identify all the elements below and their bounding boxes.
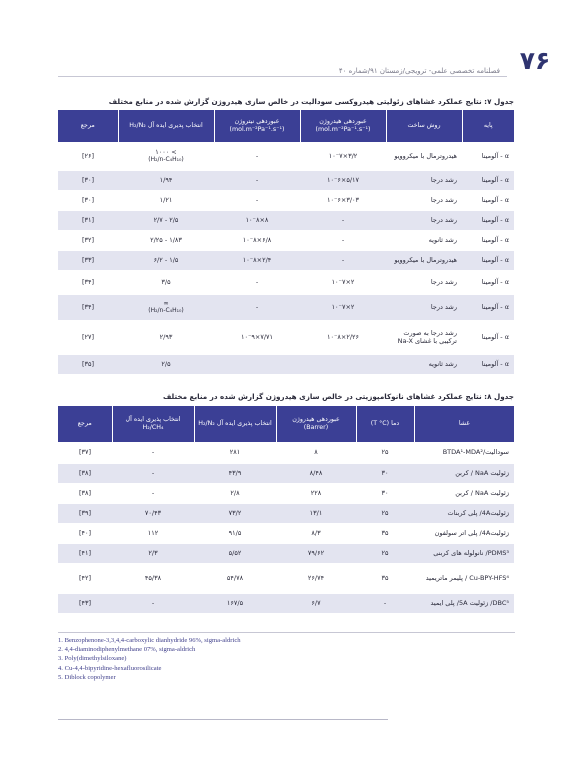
base-cell: α - آلومینا — [462, 230, 514, 250]
selectivity-value: ۲/۵ - ۲/۷ — [153, 215, 179, 224]
journal-line: فصلنامه تخصصی علمی- ترویجی/زمستان ۹۱/شماره ۴۰ — [338, 67, 500, 75]
selectivity-h2-n2-cell: ۹۱/۵ — [194, 523, 276, 543]
method-cell: هیدروترمال با میکروویو — [386, 142, 462, 170]
membrane-cell: زئولیت4A/ پلی کربنات — [414, 503, 514, 523]
reference-cell: [۳۴] — [58, 294, 118, 320]
h2-permeability-cell: ۲۲۸ — [276, 483, 356, 503]
header-divider — [58, 76, 507, 77]
table7-row — [58, 210, 514, 230]
selectivity-cell — [118, 142, 214, 170]
footnote-item: 5. Diblock copolymer — [58, 673, 116, 681]
h2-cell: ۵/۱۷×۱۰⁻۶ — [300, 170, 386, 190]
table7-row — [58, 190, 514, 210]
reference-cell: [۴۰] — [58, 523, 112, 543]
method-cell: رشد درجا — [386, 170, 462, 190]
n2-cell: ۸×۱۰⁻۸ — [214, 210, 300, 230]
temperature-cell: ۳۵ — [356, 523, 414, 543]
page-number: ۷۶ — [519, 46, 551, 75]
table7-row — [58, 270, 514, 294]
base-cell: α - آلومینا — [462, 294, 514, 320]
h2-permeability-cell: ۱۳/۱ — [276, 503, 356, 523]
method-cell: رشد درجا — [386, 270, 462, 294]
selectivity-gas-pair: (H₂/n-C₄H₁₀) — [148, 307, 184, 315]
table7-row — [58, 320, 514, 354]
col-header-membrane: غشا — [414, 406, 514, 442]
temperature-cell: ۲۵ — [356, 442, 414, 463]
selectivity-h2-n2-cell: ۷۳/۲ — [194, 503, 276, 523]
h2-permeability-cell: ۶/۷ — [276, 593, 356, 613]
h2-cell: - — [300, 230, 386, 250]
selectivity-h2-ch4-cell: ۱۱۲ — [112, 523, 194, 543]
h2-cell: ۲×۱۰⁻۷ — [300, 294, 386, 320]
membrane-cell: PDMS³/ نانولوله های کربنی — [414, 543, 514, 563]
reference-cell: [۳۴] — [58, 270, 118, 294]
selectivity-gas-pair: (H₂/n-C₄H₁₀) — [148, 156, 184, 164]
selectivity-h2-n2-cell: ۵۴/۷۸ — [194, 563, 276, 593]
bottom-divider — [58, 719, 388, 720]
selectivity-h2-ch4-cell: - — [112, 442, 194, 463]
method-cell: رشد ثانویه — [386, 354, 462, 374]
reference-cell: [۳۲] — [58, 230, 118, 250]
table7-row — [58, 294, 514, 320]
footnote-item: 3. Poly(dimethylsiloxane) — [58, 655, 127, 663]
reference-cell: [۳۹] — [58, 503, 112, 523]
n2-cell: - — [214, 270, 300, 294]
selectivity-h2-n2-cell: ۵/۵۲ — [194, 543, 276, 563]
table8-row — [58, 483, 514, 503]
table8-caption: جدول ۸: نتایج عملکرد غشاهای نانوکامپوزیتی در خالص سازی هیدروژن گزارش شده در منابع مختلف — [162, 392, 514, 401]
col-header-reference: مرجع — [58, 110, 118, 142]
selectivity-h2-ch4-cell: - — [112, 483, 194, 503]
table8-row — [58, 563, 514, 593]
membrane-cell: زئولیت NaA / کربن — [414, 463, 514, 483]
base-cell: α - آلومینا — [462, 190, 514, 210]
col-header-selectivity-h2-n2: انتخاب پذیری ایده آل H₂/N₂ — [194, 406, 276, 442]
h2-cell: ۲/۲۶×۱۰⁻۸ — [300, 320, 386, 354]
selectivity-cell — [118, 354, 214, 374]
selectivity-h2-ch4-cell: ۲/۳ — [112, 543, 194, 563]
h2-permeability-cell: ۸/۳ — [276, 523, 356, 543]
n2-cell: - — [214, 170, 300, 190]
reference-cell: [۳۵] — [58, 354, 118, 374]
footnote-item: 4. Cu-4,4-bipyridine-hexafluorosilicate — [58, 664, 162, 672]
selectivity-cell — [118, 270, 214, 294]
selectivity-cell — [118, 210, 214, 230]
method-cell: رشد درجا — [386, 190, 462, 210]
h2-permeability-cell: ۲۶/۷۴ — [276, 563, 356, 593]
selectivity-value: ۲/۵ — [161, 359, 171, 368]
h2-cell: - — [300, 210, 386, 230]
selectivity-h2-n2-cell: ۲/۸ — [194, 483, 276, 503]
selectivity-value: ۱/۲۱ — [159, 195, 173, 204]
h2-permeability-cell: ۷۹/۶۲ — [276, 543, 356, 563]
table7 — [58, 110, 514, 375]
col-header-selectivity: انتخاب پدیری ایده آل H₂/N₂ — [118, 110, 214, 142]
selectivity-cell — [118, 190, 214, 210]
page-header — [0, 44, 573, 84]
n2-cell: ۶/۸×۱۰⁻۸ — [214, 230, 300, 250]
base-cell: α - آلومینا — [462, 270, 514, 294]
n2-cell: - — [214, 294, 300, 320]
selectivity-h2-n2-cell: ۱۶۷/۵ — [194, 593, 276, 613]
selectivity-h2-ch4-cell: - — [112, 593, 194, 613]
base-cell: α - آلومینا — [462, 170, 514, 190]
selectivity-cell — [118, 170, 214, 190]
col-header-selectivity-h2-ch4: انتخاب پذیری ایده آل H₂/CH₄ — [112, 406, 194, 442]
selectivity-cell — [118, 230, 214, 250]
selectivity-value: ∞ — [163, 299, 169, 308]
h2-cell: ۳/۰۳×۱۰⁻۶ — [300, 190, 386, 210]
n2-cell: - — [214, 190, 300, 210]
table7-header-row — [58, 110, 514, 142]
h2-permeability-cell: ۸/۴۸ — [276, 463, 356, 483]
selectivity-value: ۱/۹۴ — [159, 175, 173, 184]
temperature-cell: - — [356, 593, 414, 613]
col-header-temperature: دما (T °C) — [356, 406, 414, 442]
table7-row — [58, 250, 514, 270]
temperature-cell: ۳۰ — [356, 463, 414, 483]
reference-cell: [۳۰] — [58, 190, 118, 210]
membrane-cell: زئولیت4A/ پلی اتر سولفون — [414, 523, 514, 543]
reference-cell: [۳۰] — [58, 170, 118, 190]
table8-row — [58, 503, 514, 523]
table8-row — [58, 523, 514, 543]
n2-cell: ۲/۴×۱۰⁻۸ — [214, 250, 300, 270]
reference-cell: [۳۸] — [58, 483, 112, 503]
reference-cell: [۲۷] — [58, 320, 118, 354]
n2-cell — [214, 354, 300, 374]
selectivity-cell — [118, 320, 214, 354]
selectivity-h2-n2-cell: ۲۸۱ — [194, 442, 276, 463]
table8-row — [58, 593, 514, 613]
selectivity-value: > ۱۰۰۰ — [155, 147, 177, 156]
table8-header-row — [58, 406, 514, 442]
col-header-h2-permeance: عبوردهی هیدروژن (mol.m⁻²Pa⁻¹.s⁻¹) — [300, 110, 386, 142]
table7-row — [58, 142, 514, 170]
col-header-n2-permeance: عبوردهی نیتروژن (mol.m⁻²Pa⁻¹.s⁻¹) — [214, 110, 300, 142]
temperature-cell: ۲۵ — [356, 543, 414, 563]
table7-row — [58, 354, 514, 374]
table7-row — [58, 170, 514, 190]
base-cell: α - آلومینا — [462, 210, 514, 230]
n2-cell: ۷/۷۱×۱۰⁻۹ — [214, 320, 300, 354]
col-header-method: روش ساخت — [386, 110, 462, 142]
table7-caption: جدول ۷: نتایج عملکرد غشاهای زئولیتی هیدروکسی سودالیت در خالص سازی هیدروژن گزارش شده در منابع مختلف — [108, 97, 514, 106]
footnote-item: 2. 4,4-diaminodiphenylmethane 07%, sigma-aldrich — [58, 646, 196, 654]
reference-cell: [۳۷] — [58, 442, 112, 463]
table8 — [58, 406, 514, 614]
n2-cell: - — [214, 142, 300, 170]
base-cell: α - آلومینا — [462, 320, 514, 354]
temperature-cell: ۳۰ — [356, 483, 414, 503]
h2-cell: ۲×۱۰⁻۷ — [300, 270, 386, 294]
selectivity-value: ۱/۸۳ - ۲/۲۵ — [150, 235, 182, 244]
method-cell: رشد درجا به صورت ترکیبی با غشای Na-X — [386, 320, 462, 354]
method-cell: رشد ثانویه — [386, 230, 462, 250]
method-cell: رشد درجا — [386, 294, 462, 320]
footnote-divider — [58, 632, 515, 633]
reference-cell: [۳۱] — [58, 210, 118, 230]
selectivity-value: ۳/۵ — [161, 277, 171, 286]
reference-cell: [۴۲] — [58, 563, 112, 593]
selectivity-h2-n2-cell: ۴۳/۹ — [194, 463, 276, 483]
base-cell: α - آلومینا — [462, 142, 514, 170]
table8-row — [58, 543, 514, 563]
base-cell: α - آلومینا — [462, 354, 514, 374]
selectivity-value: ۱/۵ - ۶/۲ — [153, 255, 179, 264]
temperature-cell: ۲۵ — [356, 503, 414, 523]
method-cell: رشد درجا — [386, 210, 462, 230]
membrane-cell: DBC⁵/ زئولیت 5A/ پلی ایمید — [414, 593, 514, 613]
membrane-cell: سودالیت/BTDA¹-MDA² — [414, 442, 514, 463]
col-header-base: پایه — [462, 110, 514, 142]
table8-row — [58, 463, 514, 483]
h2-cell — [300, 354, 386, 374]
h2-cell: - — [300, 250, 386, 270]
selectivity-cell — [118, 250, 214, 270]
membrane-cell: زئولیت NaA / کربن — [414, 483, 514, 503]
h2-permeability-cell: ۸ — [276, 442, 356, 463]
reference-cell: [۳۳] — [58, 250, 118, 270]
reference-cell: [۲۶] — [58, 142, 118, 170]
footnotes — [58, 636, 514, 682]
selectivity-h2-ch4-cell: ۷۰/۴۳ — [112, 503, 194, 523]
reference-cell: [۴۳] — [58, 593, 112, 613]
base-cell: α - آلومینا — [462, 250, 514, 270]
reference-cell: [۴۱] — [58, 543, 112, 563]
selectivity-h2-ch4-cell: ۴۵/۳۸ — [112, 563, 194, 593]
selectivity-h2-ch4-cell: - — [112, 463, 194, 483]
membrane-cell: Cu-BPY-HFS⁴ / پلیمر ماتریمید — [414, 563, 514, 593]
h2-cell: ۳/۲×۱۰⁻۷ — [300, 142, 386, 170]
temperature-cell: ۳۵ — [356, 563, 414, 593]
col-header-reference: مرجع — [58, 406, 112, 442]
footnote-item: 1. Benzophenone-3,3,4,4-carboxylic dianhydride 96%, sigma-aldrich — [58, 637, 241, 644]
table7-row — [58, 230, 514, 250]
method-cell: هیدروترمال با میکروویو — [386, 250, 462, 270]
col-header-h2-permeability: عبوردهی هیدروژن (Barrer) — [276, 406, 356, 442]
reference-cell: [۳۸] — [58, 463, 112, 483]
table8-row — [58, 442, 514, 463]
selectivity-cell — [118, 294, 214, 320]
selectivity-value: ۲/۹۳ — [159, 332, 173, 341]
